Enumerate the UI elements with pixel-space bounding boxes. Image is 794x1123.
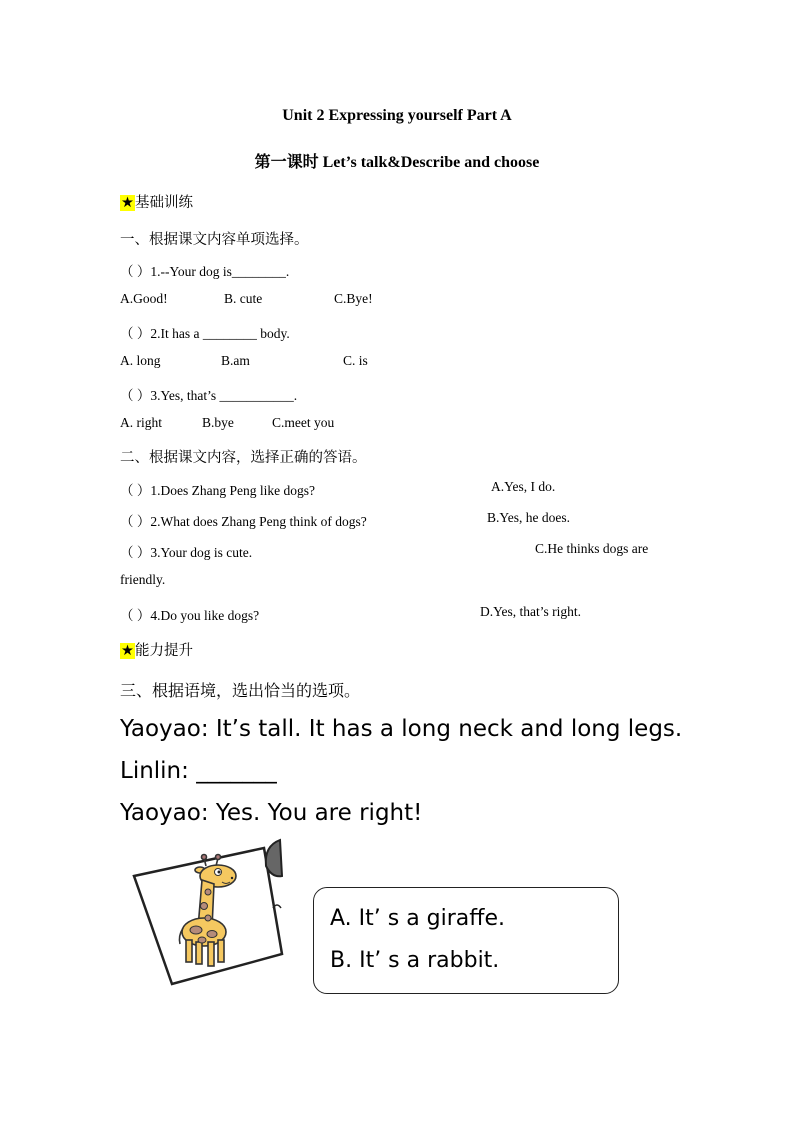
option-b: B. It’ s a rabbit. <box>330 948 500 973</box>
s1-q1-option-b: B. cute <box>224 291 263 306</box>
s1-q1-option-a: A.Good! <box>120 291 168 306</box>
s1-q3-option-c: C.meet you <box>272 415 335 430</box>
dialogue-line-1: Yaoyao: It’s tall. It has a long neck and long legs. <box>120 716 683 742</box>
s1-q1-option-c: C.Bye! <box>334 291 373 306</box>
lesson-subtitle: 第一课时 Let’s talk&Describe and choose <box>254 154 540 171</box>
s1-question-1: （ ）1.--Your dog is________. <box>120 264 290 279</box>
s1-q3-option-a: A. right <box>120 415 162 430</box>
s2-answer-d: D.Yes, that’s right. <box>480 604 582 619</box>
answer-options-box <box>313 887 619 994</box>
s1-q2-option-b: B.am <box>221 353 250 368</box>
s1-question-2: （ ）2.It has a ________ body. <box>120 326 290 341</box>
s2-question-4: （ ）4.Do you like dogs? <box>120 608 260 623</box>
s2-question-1: （ ）1.Does Zhang Peng like dogs? <box>120 483 315 498</box>
giraffe-picture <box>126 836 286 996</box>
section3-heading: 三、根据语境，选出恰当的选项。 <box>120 681 361 700</box>
advanced-heading <box>120 639 193 660</box>
section2-heading: 二、根据课文内容，选择正确的答语。 <box>120 450 367 466</box>
section1-heading: 一、根据课文内容单项选择。 <box>120 232 309 248</box>
s2-question-2: （ ）2.What does Zhang Peng think of dogs? <box>120 514 367 529</box>
s1-q2-option-a: A. long <box>120 353 161 368</box>
s2-answer-c: C.He thinks dogs are <box>535 541 649 556</box>
basic-training-heading <box>120 191 193 212</box>
s2-answer-c-continued: friendly. <box>120 572 166 587</box>
star-icon: ★ <box>121 195 134 211</box>
dialogue-line-2: Linlin: _______ <box>120 758 277 784</box>
dialogue-line-3: Yaoyao: Yes. You are right! <box>120 800 423 826</box>
page-title: Unit 2 Expressing yourself Part A <box>282 107 512 124</box>
s1-question-3: （ ）3.Yes, that’s ___________. <box>120 388 298 403</box>
s2-answer-b: B.Yes, he does. <box>487 510 571 525</box>
s1-q3-option-b: B.bye <box>202 415 234 430</box>
s2-answer-a: A.Yes, I do. <box>491 479 556 494</box>
s1-q2-option-c: C. is <box>343 353 368 368</box>
star-icon: ★ <box>121 643 134 659</box>
advanced-label: 能力提升 <box>135 643 193 659</box>
basic-training-label: 基础训练 <box>135 195 193 211</box>
option-a: A. It’ s a giraffe. <box>330 906 505 931</box>
s2-question-3: （ ）3.Your dog is cute. <box>120 545 253 560</box>
